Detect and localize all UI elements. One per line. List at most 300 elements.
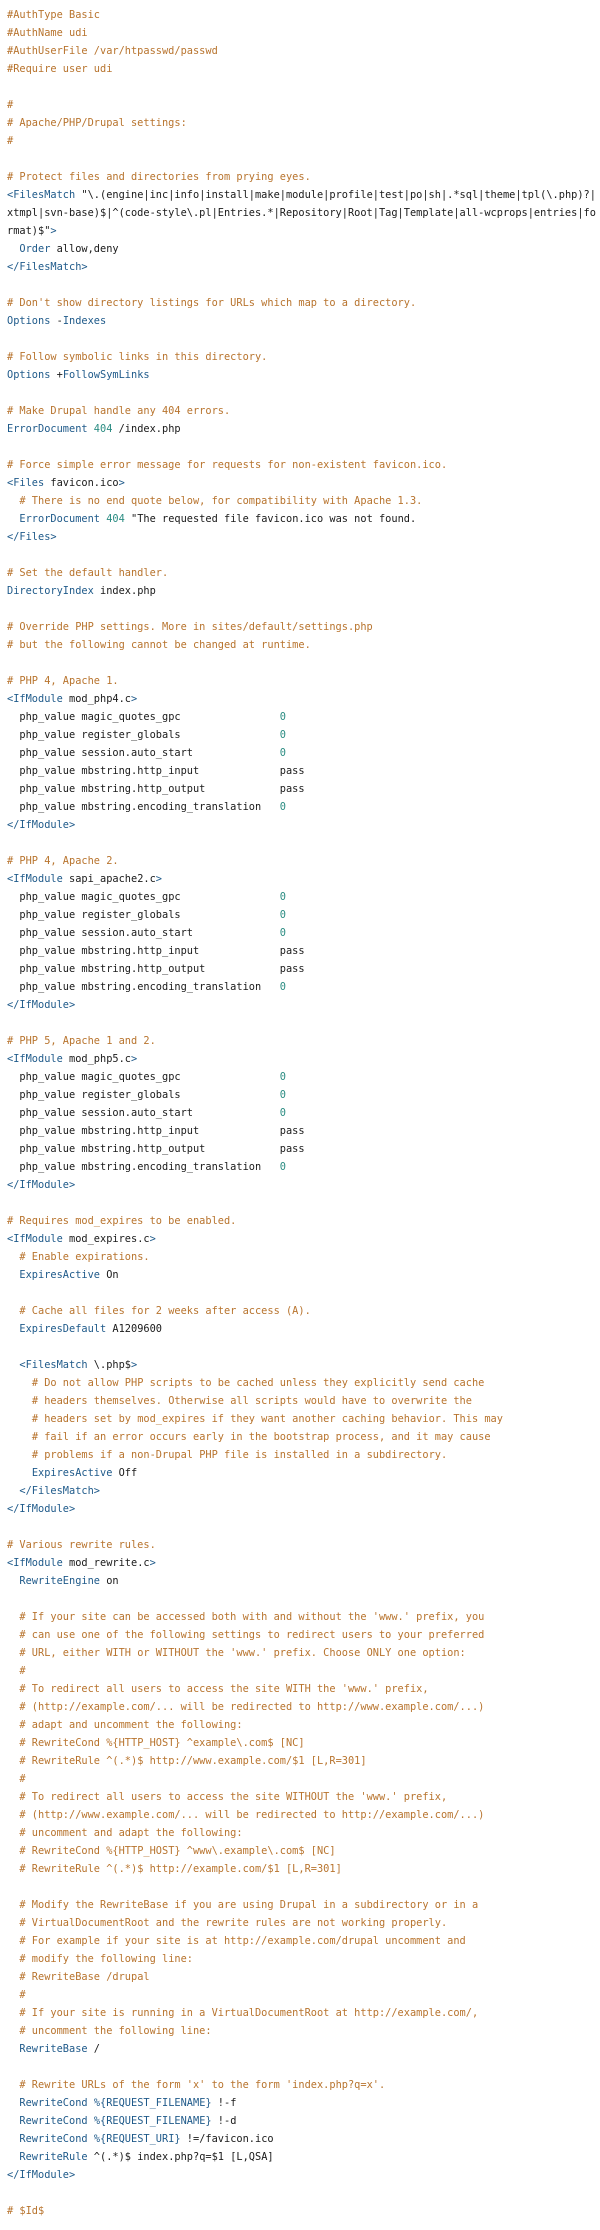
comment-token: # (http://www.example.com/... will be redirected to http://example.com/...): [19, 1809, 485, 1821]
code-line: [7, 42, 600, 60]
code-line: [7, 1536, 600, 1554]
text-token: [7, 1449, 32, 1461]
code-line: [7, 1320, 600, 1338]
code-line: [7, 186, 600, 240]
code-line: [7, 906, 600, 924]
code-line: [7, 1860, 600, 1878]
comment-token: # uncomment and adapt the following:: [19, 1827, 243, 1839]
code-line: [7, 366, 600, 384]
code-line: [7, 1464, 600, 1482]
code-line: [7, 1104, 600, 1122]
comment-token: # To redirect all users to access the site WITHOUT the 'www.' prefix,: [19, 1791, 448, 1803]
code-line: [7, 960, 600, 978]
text-token: [7, 1665, 19, 1677]
text-token: A1209600: [106, 1323, 162, 1335]
code-line: [7, 6, 600, 24]
number-token: 0: [279, 1107, 286, 1119]
comment-token: # If your site can be accessed both with and without the 'www.' prefix, you: [19, 1611, 485, 1623]
text-token: [7, 1305, 19, 1317]
directive-token: >: [131, 1053, 138, 1065]
text-token: php_value register_globals: [7, 729, 280, 741]
comment-token: # If your site is running in a VirtualDocumentRoot at http://example.com/,: [19, 2007, 479, 2019]
text-token: favicon.ico: [44, 477, 119, 489]
text-token: [7, 1629, 19, 1641]
text-token: /: [87, 2043, 101, 2055]
code-line: [7, 1068, 600, 1086]
code-line: [7, 348, 600, 366]
comment-token: # PHP 4, Apache 1.: [7, 675, 119, 687]
text-token: [7, 1989, 19, 2001]
text-token: [7, 1575, 19, 1587]
directive-token: ErrorDocument: [19, 513, 100, 525]
directive-token: RewriteCond: [19, 2133, 88, 2145]
comment-token: # RewriteCond %{HTTP_HOST} ^www\.example\.com$ [NC]: [19, 1845, 336, 1857]
code-line: [7, 150, 600, 168]
directive-token: %{REQUEST_FILENAME}: [93, 2097, 212, 2109]
text-token: [7, 2133, 19, 2145]
code-line: [7, 636, 600, 654]
text-token: [7, 1611, 19, 1623]
code-line: [7, 942, 600, 960]
code-line: [7, 1284, 600, 1302]
directive-token: %{REQUEST_URI}: [93, 2133, 181, 2145]
directive-token: >: [118, 477, 125, 489]
code-line: [7, 1014, 600, 1032]
text-token: [7, 1395, 32, 1407]
code-line: [7, 1752, 600, 1770]
code-line: [7, 168, 600, 186]
code-line: [7, 1698, 600, 1716]
comment-token: # Various rewrite rules.: [7, 1539, 156, 1551]
code-line: [7, 1446, 600, 1464]
code-line: [7, 1644, 600, 1662]
code-line: [7, 1716, 600, 1734]
code-line: [7, 1176, 600, 1194]
code-line: [7, 24, 600, 42]
code-line: [7, 258, 600, 276]
code-line: [7, 690, 600, 708]
comment-token: #: [19, 1989, 26, 2001]
text-token: [7, 2115, 19, 2127]
code-line: [7, 96, 600, 114]
number-token: 404: [106, 513, 125, 525]
directive-token: RewriteEngine: [19, 1575, 100, 1587]
number-token: 0: [279, 1071, 286, 1083]
text-token: php_value register_globals: [7, 909, 280, 921]
code-line: [7, 1770, 600, 1788]
code-line: [7, 546, 600, 564]
text-token: php_value mbstring.encoding_translation: [7, 1161, 280, 1173]
comment-token: # URL, either WITH or WITHOUT the 'www.' prefix. Choose ONLY one option:: [19, 1647, 466, 1659]
directive-token: >: [50, 225, 57, 237]
text-token: [7, 1269, 19, 1281]
comment-token: # headers themselves. Otherwise all scripts would have to overwrite the: [31, 1395, 472, 1407]
code-line: [7, 276, 600, 294]
text-token: sapi_apache2.c: [62, 873, 156, 885]
number-token: 0: [279, 891, 286, 903]
text-token: php_value mbstring.http_input pass: [7, 765, 305, 777]
text-token: [7, 1971, 19, 1983]
code-line: [7, 528, 600, 546]
directive-token: Options: [7, 369, 51, 381]
code-line: [7, 996, 600, 1014]
directive-token: ExpiresActive: [31, 1467, 113, 1479]
comment-token: # but the following cannot be changed at runtime.: [7, 639, 311, 651]
text-token: [7, 1791, 19, 1803]
code-line: [7, 1824, 600, 1842]
directive-token: ErrorDocument: [7, 423, 88, 435]
code-line: [7, 1662, 600, 1680]
comment-token: #AuthName udi: [7, 27, 88, 39]
directive-token: >: [149, 1557, 156, 1569]
text-token: Off: [112, 1467, 138, 1479]
comment-token: # PHP 4, Apache 2.: [7, 855, 119, 867]
text-token: "\.(engine|inc|info|install|make|module|profile|test|po|sh|.*sql|theme|tpl(\.php)?|xtmpl|svn-base)$|^(code-style\.pl|Entries.*|Repository|Root|Tag|Template|all-wcprops|entries|format)$": [7, 189, 596, 237]
code-line: [7, 2184, 600, 2202]
code-line: [7, 1050, 600, 1068]
comment-token: # problems if a non-Drupal PHP file is installed in a subdirectory.: [31, 1449, 448, 1461]
directive-token: ExpiresActive: [19, 1269, 100, 1281]
code-line: [7, 1230, 600, 1248]
number-token: 0: [279, 909, 286, 921]
text-token: php_value session.auto_start: [7, 1107, 280, 1119]
text-token: [7, 243, 19, 255]
directive-token: Indexes: [62, 315, 107, 327]
code-line: [7, 420, 600, 438]
code-line: [7, 1896, 600, 1914]
comment-token: # $Id$: [7, 2205, 45, 2217]
directive-token: </FilesMatch>: [7, 261, 88, 273]
text-token: [7, 1701, 19, 1713]
text-token: index.php: [93, 585, 156, 597]
comment-token: # To redirect all users to access the site WITH the 'www.' prefix,: [19, 1683, 429, 1695]
text-token: mod_php5.c: [62, 1053, 131, 1065]
comment-token: # VirtualDocumentRoot and the rewrite rules are not working properly.: [19, 1917, 448, 1929]
text-token: [7, 1917, 19, 1929]
code-line: [7, 1428, 600, 1446]
text-token: on: [100, 1575, 119, 1587]
code-line: [7, 816, 600, 834]
directive-token: <IfModule: [7, 1233, 63, 1245]
text-token: [7, 1827, 19, 1839]
text-token: php_value session.auto_start: [7, 747, 280, 759]
code-line: [7, 2094, 600, 2112]
code-line: [7, 852, 600, 870]
text-token: php_value mbstring.http_output pass: [7, 963, 305, 975]
text-token: +: [50, 369, 63, 381]
text-token: [7, 2007, 19, 2019]
code-line: [7, 1140, 600, 1158]
comment-token: # Protect files and directories from prying eyes.: [7, 171, 311, 183]
directive-token: <FilesMatch: [7, 189, 76, 201]
code-line: [7, 1842, 600, 1860]
directive-token: <FilesMatch: [19, 1359, 88, 1371]
directive-token: <IfModule: [7, 1053, 63, 1065]
directive-token: </IfModule>: [7, 999, 76, 1011]
directive-token: RewriteCond: [19, 2097, 88, 2109]
comment-token: # Force simple error message for requests for non-existent favicon.ico.: [7, 459, 448, 471]
text-token: php_value mbstring.encoding_translation: [7, 801, 280, 813]
text-token: [7, 1809, 19, 1821]
code-line: [7, 1086, 600, 1104]
code-line: [7, 1734, 600, 1752]
directive-token: </IfModule>: [7, 819, 76, 831]
text-token: [7, 1863, 19, 1875]
text-token: /index.php: [112, 423, 181, 435]
code-line: [7, 870, 600, 888]
code-line: [7, 240, 600, 258]
comment-token: # Make Drupal handle any 404 errors.: [7, 405, 231, 417]
code-line: [7, 510, 600, 528]
directive-token: Order: [19, 243, 51, 255]
code-line: [7, 2130, 600, 2148]
code-line: [7, 798, 600, 816]
text-token: !-d: [211, 2115, 237, 2127]
text-token: php_value mbstring.http_output pass: [7, 783, 305, 795]
comment-token: # RewriteRule ^(.*)$ http://example.com/$1 [L,R=301]: [19, 1863, 342, 1875]
comment-token: # Do not allow PHP scripts to be cached unless they explicitly send cache: [31, 1377, 485, 1389]
code-line: [7, 1950, 600, 1968]
comment-token: # RewriteBase /drupal: [19, 1971, 150, 1983]
text-token: [7, 2151, 19, 2163]
directive-token: >: [131, 693, 138, 705]
number-token: 0: [279, 747, 286, 759]
code-line: [7, 60, 600, 78]
code-line: [7, 492, 600, 510]
directive-token: <IfModule: [7, 1557, 63, 1569]
text-token: php_value magic_quotes_gpc: [7, 711, 280, 723]
text-token: [7, 2025, 19, 2037]
comment-token: # Requires mod_expires to be enabled.: [7, 1215, 237, 1227]
text-token: php_value session.auto_start: [7, 927, 280, 939]
text-token: [7, 1737, 19, 1749]
text-token: On: [100, 1269, 119, 1281]
text-token: php_value mbstring.http_output pass: [7, 1143, 305, 1155]
comment-token: # (http://example.com/... will be redirected to http://www.example.com/...): [19, 1701, 485, 1713]
comment-token: # Set the default handler.: [7, 567, 169, 579]
directive-token: </IfModule>: [7, 1503, 76, 1515]
code-line: [7, 1554, 600, 1572]
text-token: [7, 1755, 19, 1767]
directive-token: </FilesMatch>: [19, 1485, 100, 1497]
code-line: [7, 2148, 600, 2166]
comment-token: # Apache/PHP/Drupal settings:: [7, 117, 187, 129]
code-line: [7, 2058, 600, 2076]
text-token: php_value mbstring.encoding_translation: [7, 981, 280, 993]
code-line: [7, 2166, 600, 2184]
text-token: [7, 513, 19, 525]
code-line: [7, 312, 600, 330]
comment-token: # Don't show directory listings for URLs which map to a directory.: [7, 297, 417, 309]
comment-token: #AuthType Basic: [7, 9, 100, 21]
code-line: [7, 1806, 600, 1824]
code-line: [7, 1914, 600, 1932]
code-line: [7, 2202, 600, 2220]
text-token: [7, 1953, 19, 1965]
code-line: [7, 1518, 600, 1536]
number-token: 0: [279, 1089, 286, 1101]
code-line: [7, 726, 600, 744]
code-line: [7, 1248, 600, 1266]
text-token: [7, 1773, 19, 1785]
code-line: [7, 1410, 600, 1428]
comment-token: #Require user udi: [7, 63, 113, 75]
comment-token: #: [19, 1665, 26, 1677]
text-token: [7, 1323, 19, 1335]
code-line: [7, 1986, 600, 2004]
code-line: [7, 1500, 600, 1518]
directive-token: </IfModule>: [7, 2169, 76, 2181]
code-line: [7, 600, 600, 618]
comment-token: # headers set by mod_expires if they want another caching behavior. This may: [31, 1413, 503, 1425]
code-line: [7, 1482, 600, 1500]
code-line: [7, 132, 600, 150]
code-line: [7, 1572, 600, 1590]
code-line: [7, 1266, 600, 1284]
number-token: 0: [279, 729, 286, 741]
code-line: [7, 1194, 600, 1212]
text-token: [7, 1251, 19, 1263]
directive-token: <Files: [7, 477, 45, 489]
code-line: [7, 1608, 600, 1626]
text-token: [7, 1485, 19, 1497]
text-token: !=/favicon.ico: [180, 2133, 274, 2145]
directive-token: Options: [7, 315, 51, 327]
code-line: [7, 1626, 600, 1644]
directive-token: >: [155, 873, 162, 885]
comment-token: # Modify the RewriteBase if you are using Drupal in a subdirectory or in a: [19, 1899, 479, 1911]
code-line: [7, 1032, 600, 1050]
comment-token: #: [7, 99, 14, 111]
text-token: [7, 1683, 19, 1695]
comment-token: # Rewrite URLs of the form 'x' to the form 'index.php?q=x'.: [19, 2079, 386, 2091]
directive-token: </IfModule>: [7, 1179, 76, 1191]
code-line: [7, 1932, 600, 1950]
number-token: 404: [93, 423, 113, 435]
directive-token: RewriteBase: [19, 2043, 88, 2055]
code-line: [7, 1878, 600, 1896]
code-line: [7, 1158, 600, 1176]
comment-token: # There is no end quote below, for compatibility with Apache 1.3.: [19, 495, 423, 507]
code-line: [7, 744, 600, 762]
text-token: php_value magic_quotes_gpc: [7, 891, 280, 903]
code-line: [7, 834, 600, 852]
text-token: [7, 1413, 32, 1425]
number-token: 0: [279, 711, 286, 723]
comment-token: # RewriteRule ^(.*)$ http://www.example.com/$1 [L,R=301]: [19, 1755, 367, 1767]
text-token: [7, 2043, 19, 2055]
text-token: [7, 1359, 19, 1371]
comment-token: # Follow symbolic links in this directory.: [7, 351, 268, 363]
directive-token: </Files>: [7, 531, 57, 543]
number-token: 0: [279, 801, 286, 813]
text-token: [7, 1935, 19, 1947]
comment-token: # Cache all files for 2 weeks after access (A).: [19, 1305, 311, 1317]
code-line: [7, 672, 600, 690]
code-line: [7, 762, 600, 780]
text-token: \.php$: [87, 1359, 132, 1371]
text-token: mod_rewrite.c: [62, 1557, 150, 1569]
text-token: php_value register_globals: [7, 1089, 280, 1101]
code-line: [7, 456, 600, 474]
text-token: [7, 1719, 19, 1731]
comment-token: # can use one of the following settings to redirect users to your preferred: [19, 1629, 485, 1641]
comment-token: # fail if an error occurs early in the bootstrap process, and it may cause: [31, 1431, 491, 1443]
code-line: [7, 582, 600, 600]
code-line: [7, 2004, 600, 2022]
comment-token: # Override PHP settings. More in sites/default/settings.php: [7, 621, 373, 633]
code-line: [7, 1212, 600, 1230]
text-token: php_value mbstring.http_input pass: [7, 945, 305, 957]
directive-token: RewriteCond: [19, 2115, 88, 2127]
code-line: [7, 1122, 600, 1140]
code-line: [7, 1338, 600, 1356]
code-line: [7, 384, 600, 402]
code-line: [7, 888, 600, 906]
text-token: [7, 1431, 32, 1443]
text-token: -: [50, 315, 63, 327]
text-token: allow,deny: [50, 243, 119, 255]
directive-token: DirectoryIndex: [7, 585, 94, 597]
code-line: [7, 2076, 600, 2094]
code-line: [7, 1356, 600, 1374]
directive-token: FollowSymLinks: [62, 369, 150, 381]
number-token: 0: [279, 927, 286, 939]
code-line: [7, 1680, 600, 1698]
text-token: "The requested file favicon.ico was not found.: [124, 513, 417, 525]
comment-token: #: [7, 135, 14, 147]
directive-token: <IfModule: [7, 873, 63, 885]
code-line: [7, 1788, 600, 1806]
comment-token: # uncomment the following line:: [19, 2025, 212, 2037]
text-token: [7, 1899, 19, 1911]
comment-token: # PHP 5, Apache 1 and 2.: [7, 1035, 156, 1047]
text-token: [7, 495, 19, 507]
comment-token: #: [19, 1773, 26, 1785]
comment-token: # For example if your site is at http://example.com/drupal uncomment and: [19, 1935, 466, 1947]
code-line: [7, 2022, 600, 2040]
number-token: 0: [279, 981, 286, 993]
code-line: [7, 330, 600, 348]
code-line: [7, 1968, 600, 1986]
code-line: [7, 618, 600, 636]
code-line: [7, 708, 600, 726]
code-line: [7, 924, 600, 942]
comment-token: # RewriteCond %{HTTP_HOST} ^example\.com$ [NC]: [19, 1737, 305, 1749]
directive-token: RewriteRule: [19, 2151, 88, 2163]
directive-token: %{REQUEST_FILENAME}: [93, 2115, 212, 2127]
code-line: [7, 2040, 600, 2058]
directive-token: <IfModule: [7, 693, 63, 705]
code-line: [7, 780, 600, 798]
code-line: [7, 1374, 600, 1392]
code-line: [7, 2112, 600, 2130]
code-line: [7, 474, 600, 492]
code-line: [7, 438, 600, 456]
comment-token: #AuthUserFile /var/htpasswd/passwd: [7, 45, 218, 57]
code-line: [7, 564, 600, 582]
directive-token: >: [131, 1359, 138, 1371]
text-token: [7, 1377, 32, 1389]
text-token: php_value mbstring.http_input pass: [7, 1125, 305, 1137]
code-line: [7, 78, 600, 96]
comment-token: # Enable expirations.: [19, 1251, 150, 1263]
code-line: [7, 1392, 600, 1410]
text-token: mod_expires.c: [62, 1233, 150, 1245]
code-line: [7, 114, 600, 132]
number-token: 0: [279, 1161, 286, 1173]
code-line: [7, 1590, 600, 1608]
